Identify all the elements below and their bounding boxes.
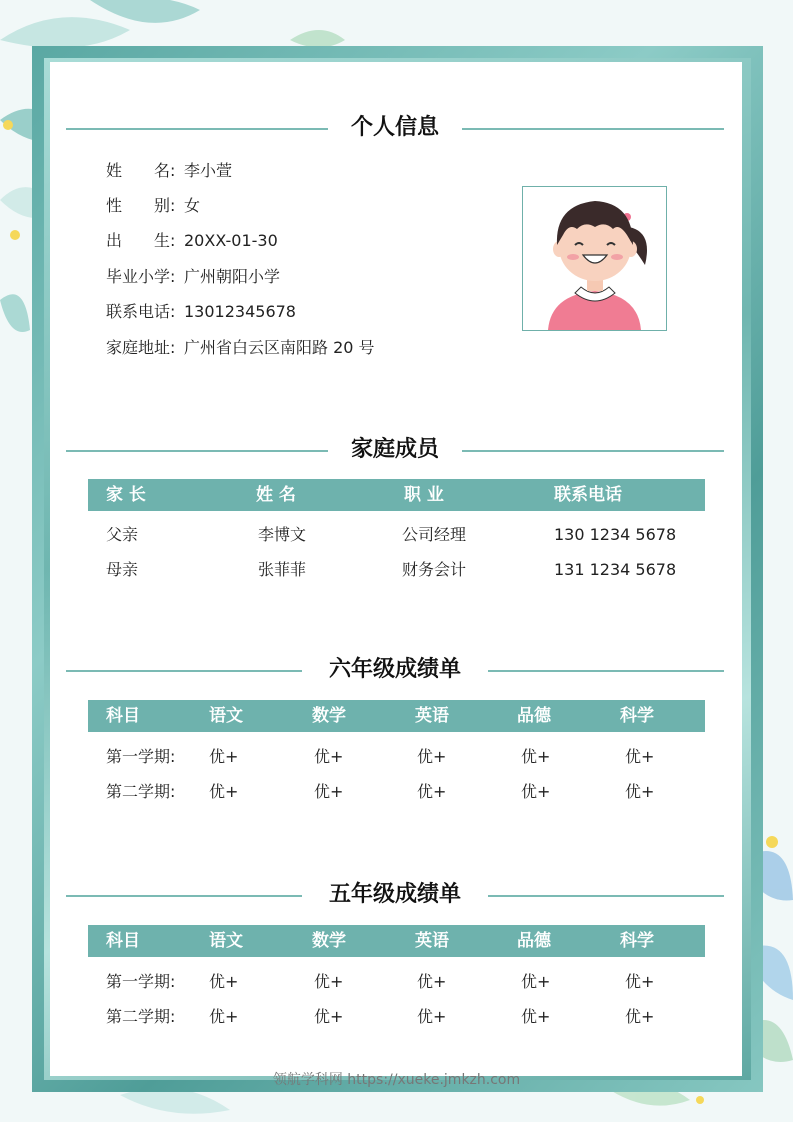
table-row xyxy=(88,966,705,998)
column-header: 科目 xyxy=(106,706,140,726)
table-cell: 第一学期: xyxy=(106,972,176,991)
table-cell: 优+ xyxy=(209,782,239,801)
info-value: 20XX-01-30 xyxy=(184,231,278,250)
table-cell: 优+ xyxy=(314,747,344,766)
column-header: 数学 xyxy=(312,706,346,726)
info-row-birth xyxy=(106,231,278,251)
table-cell: 131 1234 5678 xyxy=(554,560,677,579)
column-header: 职 业 xyxy=(404,485,444,505)
section-title: 六年级成绩单 xyxy=(328,657,461,682)
info-row-school xyxy=(106,267,280,287)
column-header: 家 长 xyxy=(106,485,146,505)
section-personal-info xyxy=(66,114,724,142)
column-header: 姓 名 xyxy=(256,485,296,505)
info-value: 广州朝阳小学 xyxy=(184,267,281,286)
info-row-name xyxy=(106,161,232,181)
info-row-phone xyxy=(106,302,296,322)
section-title: 五年级成绩单 xyxy=(328,882,461,907)
table-cell: 优+ xyxy=(521,1007,551,1026)
family-table-header xyxy=(88,479,705,511)
info-value: 广州省白云区南阳路 20 号 xyxy=(184,338,375,357)
info-row-gender xyxy=(106,196,200,216)
table-row xyxy=(88,776,705,808)
column-header: 语文 xyxy=(209,931,243,951)
table-row xyxy=(88,741,705,773)
info-value: 13012345678 xyxy=(184,302,296,321)
table-cell: 父亲 xyxy=(106,525,139,544)
info-row-address xyxy=(106,338,375,358)
table-cell: 优+ xyxy=(314,972,344,991)
table-cell: 第一学期: xyxy=(106,747,176,766)
info-label: 毕业小学: xyxy=(106,267,176,286)
column-header: 品德 xyxy=(517,931,551,951)
table-cell: 优+ xyxy=(209,972,239,991)
girl-avatar-icon xyxy=(523,187,666,330)
info-label: 姓 名: xyxy=(106,161,176,180)
column-header: 科学 xyxy=(620,706,654,726)
column-header: 品德 xyxy=(517,706,551,726)
table-cell: 优+ xyxy=(625,782,655,801)
section-title: 家庭成员 xyxy=(350,437,439,462)
table-cell: 优+ xyxy=(209,1007,239,1026)
table-cell: 优+ xyxy=(209,747,239,766)
table-cell: 优+ xyxy=(521,782,551,801)
info-label: 联系电话: xyxy=(106,302,176,321)
table-cell: 优+ xyxy=(625,1007,655,1026)
table-cell: 优+ xyxy=(521,747,551,766)
grade6-table-header xyxy=(88,700,705,732)
table-cell: 优+ xyxy=(314,782,344,801)
table-row xyxy=(88,1001,705,1033)
column-header: 英语 xyxy=(415,706,449,726)
section-family xyxy=(66,436,724,464)
table-cell: 优+ xyxy=(417,782,447,801)
section-title: 个人信息 xyxy=(350,115,439,140)
table-cell: 优+ xyxy=(314,1007,344,1026)
table-cell: 优+ xyxy=(625,972,655,991)
info-value: 女 xyxy=(184,196,201,215)
column-header: 科目 xyxy=(106,931,140,951)
column-header: 英语 xyxy=(415,931,449,951)
column-header: 数学 xyxy=(312,931,346,951)
table-cell: 张菲菲 xyxy=(258,560,307,579)
info-label: 性 别: xyxy=(106,196,176,215)
table-cell: 财务会计 xyxy=(402,560,467,579)
table-cell: 第二学期: xyxy=(106,782,176,801)
table-cell: 优+ xyxy=(625,747,655,766)
table-row xyxy=(88,554,705,586)
table-cell: 公司经理 xyxy=(402,525,467,544)
table-cell: 优+ xyxy=(417,972,447,991)
column-header: 语文 xyxy=(209,706,243,726)
table-cell: 130 1234 5678 xyxy=(554,525,677,544)
table-cell: 优+ xyxy=(521,972,551,991)
table-cell: 优+ xyxy=(417,1007,447,1026)
section-grade6 xyxy=(66,656,724,684)
info-label: 家庭地址: xyxy=(106,338,176,357)
table-row xyxy=(88,519,705,551)
table-cell: 第二学期: xyxy=(106,1007,176,1026)
table-cell: 优+ xyxy=(417,747,447,766)
info-label: 出 生: xyxy=(106,231,176,250)
watermark: 领航学科网 https://xueke.jmkzh.com xyxy=(272,1072,521,1088)
table-cell: 母亲 xyxy=(106,560,139,579)
column-header: 科学 xyxy=(620,931,654,951)
info-value: 李小萱 xyxy=(184,161,233,180)
grade5-table-header xyxy=(88,925,705,957)
column-header: 联系电话 xyxy=(554,485,622,505)
table-cell: 李博文 xyxy=(258,525,307,544)
section-grade5 xyxy=(66,881,724,909)
profile-photo xyxy=(522,186,667,331)
